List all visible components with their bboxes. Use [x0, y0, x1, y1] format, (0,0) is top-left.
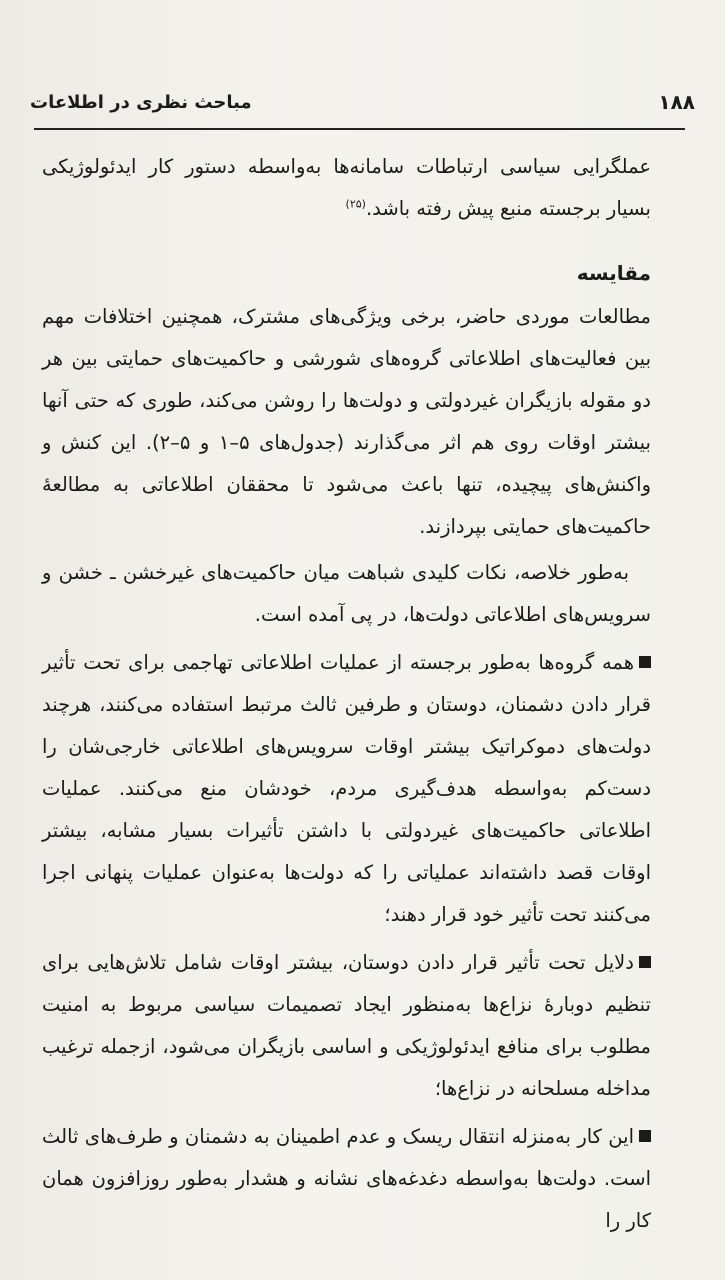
intro-paragraph [42, 146, 651, 230]
square-bullet-icon [639, 1130, 651, 1142]
bullet-text-1: همه گروه‌ها به‌طور برجسته از عملیات اطلاعاتی تهاجمی برای تحت تأثیر قرار دادن دشمنان، دوستان و طرفین ثالث مرتبط استفاده می‌کنند، هرچند دولت‌های دموکراتیک بیشتر اوقات سرویس‌های اطلاعاتی خارجی‌شان را دست‌کم به‌واسطه هدف‌گیری مردم، خودشان منع می‌کنند. عملیات اطلاعاتی حاکمیت‌های غیردولتی با داشتن تأثیرات بسیار مشابه، بیشتر اوقات قصد داشته‌اند عملیاتی را که دولت‌ها به‌عنوان عملیات پنهانی اجرا می‌کنند تحت تأثیر خود قرار دهند؛ [42, 651, 651, 926]
bullet-text-3: این کار به‌منزله انتقال ریسک و عدم اطمینان به دشمنان و طرف‌های ثالث است. دولت‌ها به‌واسطه دغدغه‌های نشانه و هشدار به‌طور روزافزون همان کار را [42, 1125, 651, 1232]
running-title: مباحث نظری در اطلاعات [30, 91, 252, 113]
bullet-item-3 [42, 1116, 651, 1242]
bullet-text-2: دلایل تحت تأثیر قرار دادن دوستان، بیشتر اوقات شامل تلاش‌هایی برای تنظیم دوبارهٔ نزاع‌ها به‌منظور ایجاد تصمیمات سیاسی مربوط به امنیت مطلوب برای منافع ایدئولوژیکی و اساسی بازیگران می‌شود، ازجمله ترغیب مداخله مسلحانه در نزاع‌ها؛ [42, 951, 651, 1100]
bullet-item-2 [42, 942, 651, 1110]
header-rule [34, 128, 685, 130]
section-heading: مقایسه [576, 261, 651, 285]
footnote-reference: (۲۵) [345, 197, 366, 211]
page-number: ۱۸۸ [658, 90, 695, 114]
paragraph-2: به‌طور خلاصه، نکات کلیدی شباهت میان حاکمیت‌های غیرخشن ـ خشن و سرویس‌های اطلاعاتی دولت‌ها، در پی آمده است. [42, 561, 651, 626]
page-body [42, 146, 651, 1242]
bullet-item-1 [42, 642, 651, 936]
paragraph-1: مطالعات موردی حاضر، برخی ویژگی‌های مشترک، همچنین اختلافات مهم بین فعالیت‌های اطلاعاتی گروه‌های شورشی و حاکمیت‌های حمایتی بین هر دو مقوله بازیگران غیردولتی و دولت‌ها را روشن می‌کند، طوری که حتی آنها بیشتر اوقات روی هم اثر می‌گذارند (جدول‌های ۵–۱ و ۵–۲). این کنش و واکنش‌های پیچیده، تنها باعث می‌شود تا محققان اطلاعاتی به مطالعهٔ حاکمیت‌های حمایتی بپردازند. [42, 305, 651, 538]
page-header [30, 84, 695, 120]
intro-text: عملگرایی سیاسی ارتباطات سامانه‌ها به‌واسطه دستور کار ایدئولوژیکی بسیار برجسته منبع پیش رفته باشد. [42, 155, 651, 220]
square-bullet-icon [639, 956, 651, 968]
square-bullet-icon [639, 656, 651, 668]
